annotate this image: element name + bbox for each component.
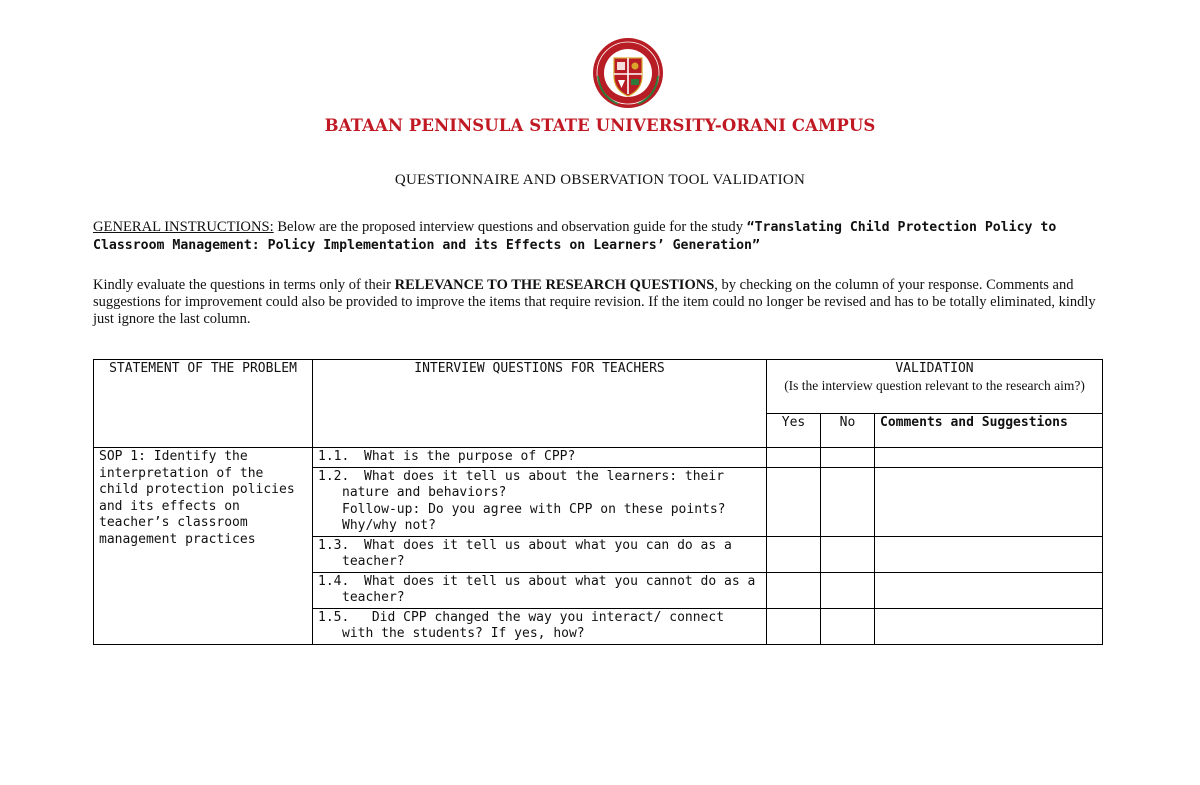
question-cell <box>313 608 767 644</box>
question-number: 1.5. <box>318 609 350 625</box>
question-text: Did CPP changed the way you interact/ connect with the students? If yes, how? <box>342 609 725 641</box>
yes-cell[interactable] <box>767 608 821 644</box>
validation-table <box>93 359 1103 645</box>
question-cell <box>313 536 767 572</box>
question-text: What does it tell us about the learners: their nature and behaviors? <box>342 468 725 500</box>
header-validation <box>767 360 1103 414</box>
instructions-label: GENERAL INSTRUCTIONS: <box>93 219 274 235</box>
yes-cell[interactable] <box>767 572 821 608</box>
header-validation-title: VALIDATION <box>895 361 974 376</box>
header-no: No <box>821 414 875 448</box>
document-title: QUESTIONNAIRE AND OBSERVATION TOOL VALIDATION <box>394 172 806 188</box>
question-number: 1.3. <box>318 537 350 553</box>
header-questions: INTERVIEW QUESTIONS FOR TEACHERS <box>313 360 767 448</box>
question-number: 1.1. <box>318 449 350 464</box>
campus-title: BATAAN PENINSULA STATE UNIVERSITY-ORANI CAMPUS <box>324 116 876 135</box>
no-cell[interactable] <box>821 572 875 608</box>
no-cell[interactable] <box>821 608 875 644</box>
no-cell[interactable] <box>821 536 875 572</box>
study-title: “Translating Child Protection Policy to Classroom Management: Policy Implementation and its Effects on Learners’ Generation” <box>93 220 1057 253</box>
question-cell <box>313 572 767 608</box>
question-text: What does it tell us about what you cannot do as a teacher? <box>342 573 756 605</box>
kindly-text-bold: RELEVANCE TO THE RESEARCH QUESTIONS <box>394 277 715 293</box>
header-comments: Comments and Suggestions <box>875 414 1103 448</box>
comments-cell[interactable] <box>875 467 1103 536</box>
comments-cell[interactable] <box>875 536 1103 572</box>
yes-cell[interactable] <box>767 467 821 536</box>
table-header-row <box>94 360 1103 414</box>
header-sop: STATEMENT OF THE PROBLEM <box>94 360 313 448</box>
yes-cell[interactable] <box>767 448 821 468</box>
general-instructions <box>93 219 1105 254</box>
comments-cell[interactable] <box>875 608 1103 644</box>
no-cell[interactable] <box>821 467 875 536</box>
question-text: What is the purpose of CPP? <box>364 449 576 464</box>
comments-cell[interactable] <box>875 448 1103 468</box>
question-number: 1.2. <box>318 468 350 484</box>
question-cell <box>313 448 767 468</box>
header-validation-sub: (Is the interview question relevant to the research aim?) <box>784 377 1085 393</box>
question-text: What does it tell us about what you can do as a teacher? <box>342 537 732 569</box>
instructions-text: Below are the proposed interview questions and observation guide for the study <box>273 219 747 235</box>
kindly-text-after: , by checking on the column of your response. Comments and suggestions for improvement could also be provided to improve the items that require revision. If the item could no longer be revised and has to be totally eliminated, kindly just ignore the last column. <box>93 277 1096 328</box>
comments-cell[interactable] <box>875 572 1103 608</box>
question-number: 1.4. <box>318 573 350 589</box>
evaluation-instructions <box>93 277 1105 329</box>
kindly-text-before: Kindly evaluate the questions in terms only of their <box>93 277 395 293</box>
table-row <box>94 448 1103 468</box>
university-seal-logo <box>592 36 664 110</box>
sop-cell: SOP 1: Identify the interpretation of the child protection policies and its effects on teacher’s classroom management practices <box>94 448 313 645</box>
header-yes: Yes <box>767 414 821 448</box>
question-cell <box>313 467 767 536</box>
yes-cell[interactable] <box>767 536 821 572</box>
question-followup: Follow-up: Do you agree with CPP on these points? Why/why not? <box>342 501 726 533</box>
no-cell[interactable] <box>821 448 875 468</box>
